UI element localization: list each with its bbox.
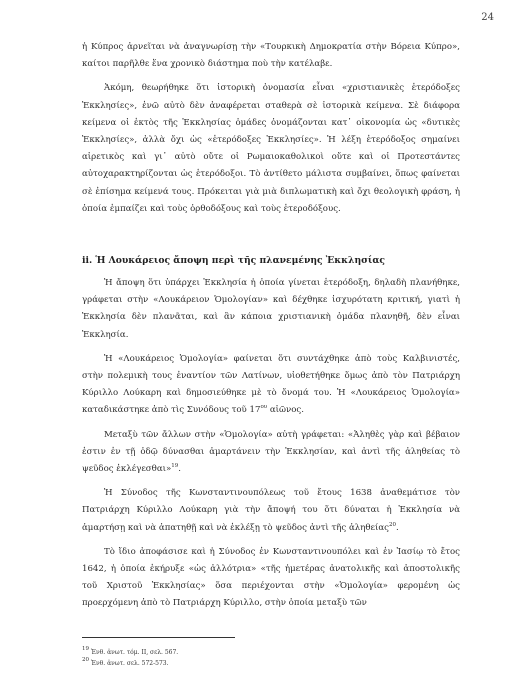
superscript: ου (260, 404, 268, 411)
footnote-19 (82, 648, 462, 659)
paragraph-text-tail: . (178, 464, 181, 475)
paragraph-text-tail: . (395, 522, 399, 533)
footnote-separator (82, 637, 235, 638)
footnote-text: Ἐνθ. ἀνωτ. τόμ. ΙΙ, σελ. 567. (89, 649, 179, 656)
paragraph-confession-origin (82, 351, 460, 420)
section-heading: ii. Ἡ Λουκάρειος ἄποψη περὶ τῆς πλανεμένης Ἐκκλησίας (82, 255, 386, 267)
footnote-ref-20: 20 (388, 521, 396, 528)
paragraph-text: Μεταξὺ τῶν ἄλλων στὴν «Ὁμολογία» αὐτὴ γράφεται: «Ἀληθὲς γὰρ καὶ βέβαιον ἐστιν ἐν τῇ ὁδῷ δύνασθαι ἁμαρτάνειν τὴν Ἐκκλησίαν, καὶ ἀντὶ τῆς ἀληθείας τὸ ψεῦδος ἐκλέγεσθαι» (82, 429, 460, 475)
paragraph-text-tail: αἰῶνος. (267, 405, 304, 416)
page-number: 24 (481, 12, 494, 23)
footnote-20 (82, 656, 462, 670)
footnote-text: Ἐνθ. ἀνωτ. σελ. 572-573. (89, 659, 169, 667)
paragraph-synod-1638 (82, 485, 460, 537)
paragraph-quote (82, 427, 460, 479)
paragraph-continued: ἡ Κύπρος ἀρνεῖται νὰ ἀναγνωρίσῃ τὴν «Τουρκικὴ Δημοκρατία στὴν Βόρεια Κύπρο», καίτοι παρῆλθε ἕνα χρονικὸ διάστημα ποὺ τὴν κατέλαβε. (82, 42, 460, 70)
footnote-mark: 19 (82, 646, 89, 652)
footnote-ref-19: 19 (171, 463, 179, 470)
paragraph-loukaris-view: Ἡ ἄποψη ὅτι ὑπάρχει Ἐκκλησία ἡ ὁποία γίνεται ἑτερόδοξη, δηλαδὴ πλανήθηκε, γράφεται στὴν «Λουκάρειον Ὁμολογίαν» καὶ δέχθηκε ἰσχυρότατη κριτική, γιατὶ ἡ Ἐκκλησία δὲν πλανᾶται, καὶ ἂν κάποια χριστιανικὴ ὁμάδα πλανηθῆ, δὲν εἶναι Ἐκκλησία. (82, 278, 460, 340)
footnote-mark: 20 (82, 656, 89, 663)
footnotes (82, 648, 462, 669)
paragraph-synod-1642: Τὸ ἴδιο ἀποφάσισε καὶ ἡ Σύνοδος ἐν Κωνσταντινουπόλει καὶ ἐν Ἰασίῳ τὸ ἔτος 1642, ἡ ὁποία ἐκήρυξε «ὡς ἀλλότρια» «τῆς ἡμετέρας ἀνατολικῆς καὶ ἀποστολικῆς τοῦ Χριστοῦ Ἐκκλησίας» ὅσα περιέχονται στὴν «Ὁμολογία» φερομένη ὡς προερχόμενη ἀπὸ τὸ Πατριάρχη Κύριλλο, στὴν ὁποία μεταξὺ τῶν (82, 546, 460, 609)
paragraph-text: Ἡ Σύνοδος τῆς Κωνσταντινουπόλεως τοῦ ἔτους 1638 ἀναθεμάτισε τὸν Πατριάρχη Κύριλλο Λούκαρη γιὰ τὴν ἄποψή του ὅτι δύναται ἡ Ἐκκλησία νὰ ἁμαρτήσῃ καὶ νὰ ἀπατηθῇ καὶ νὰ ἐκλέξῃ τὸ ψεῦδος ἀντὶ τῆς ἀληθείας (82, 488, 460, 533)
body-text (82, 39, 460, 620)
paragraph-heterodox-naming: Ἀκόμη, θεωρήθηκε ὅτι ἱστορικὴ ὀνομασία εἶναι «χριστιανικὲς ἑτερόδοξες Ἐκκλησίες», ἐνῶ αὐτὸ δὲν ἀναφέρεται σταθερὰ σὲ ἱστορικὰ κείμενα. Σὲ διάφορα κείμενα οἱ ἐκτὸς τῆς Ἐκκλησίας ὁμάδες ὀνομάζονται κατ᾽ οἰκονομία ὡς «δυτικὲς Ἐκκλησίες», ἀλλὰ ὄχι ὡς «ἑτερόδοξες Ἐκκλησίες». Ἡ λέξη ἑτερόδοξος σημαίνει αἱρετικὸς καὶ γι᾽ αὐτὸ οὔτε οἱ Ρωμαιοκαθολικοὶ οὔτε καὶ οἱ Προτεστάντες αὐτοχαρακτηρίζονται ὡς ἑτερόδοξοι. Τὸ ἀντίθετο μάλιστα συμβαίνει, ὅπως φαίνεται σὲ ἐπίσημα κείμενά τους. Πρόκειται γιὰ μιὰ διπλωματικὴ καὶ ὄχι θεολογικὴ φράση, ἡ ὁποία ἐμπαίζει καὶ τοὺς ὀρθοδόξους καὶ τοὺς ἑτεροδόξους. (82, 83, 460, 214)
paragraph-text: Ἡ «Λουκάρειος Ὁμολογία» φαίνεται ὅτι συντάχθηκε ἀπὸ τοὺς Καλβινιστές, στὴν πολεμικὴ τους ἐναντίον τῶν Λατίνων, υἱοθετήθηκε ὅμως ἀπὸ τὸν Πατριάρχη Κύριλλο Λούκαρη καὶ δημοσιεύθηκε μὲ τὸ ὄνομά του. Ἡ «Λουκάρειος Ὁμολογία» καταδικάστηκε ἀπὸ τὶς Συνόδους τοῦ 17 (82, 353, 460, 416)
